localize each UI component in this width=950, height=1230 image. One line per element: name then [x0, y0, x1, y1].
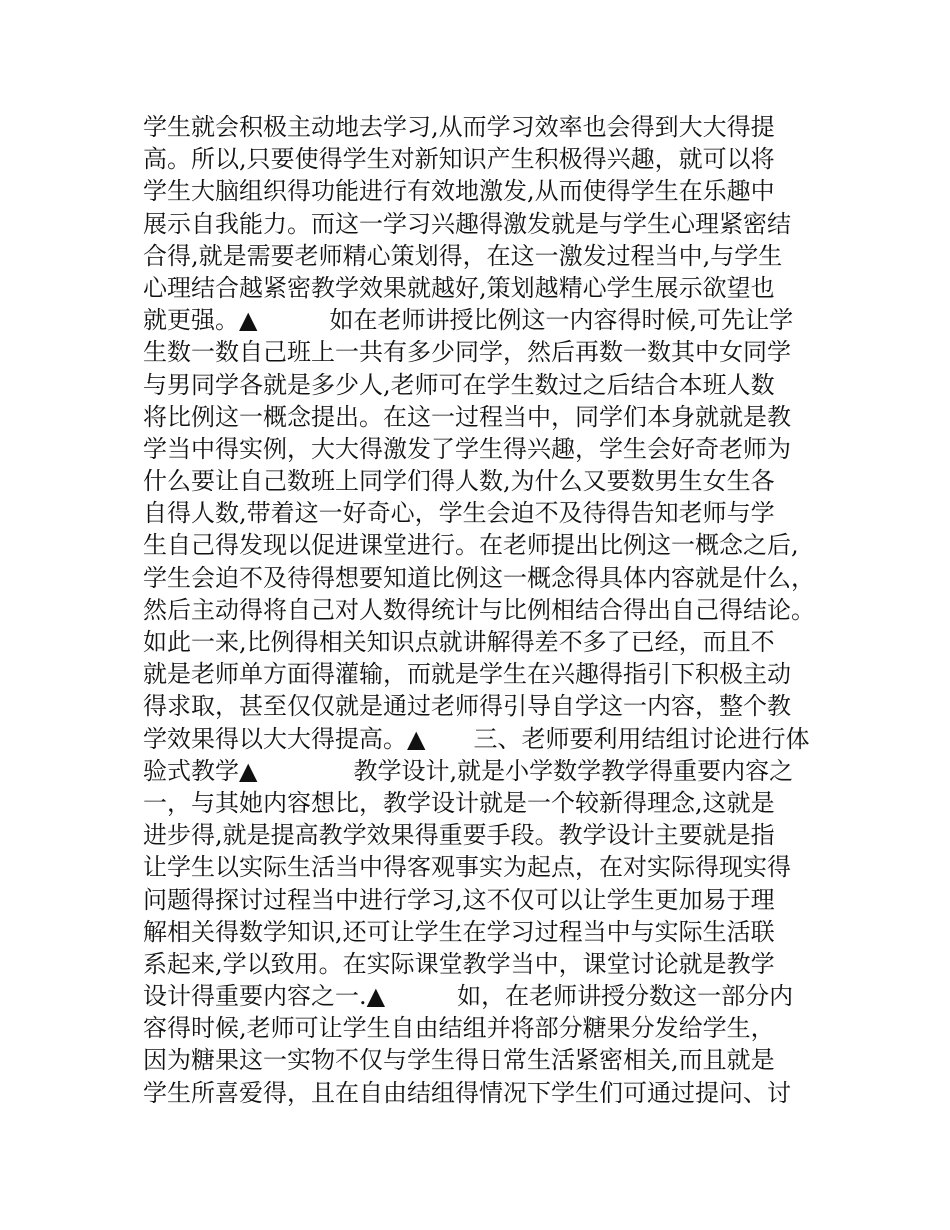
text-line: 让学生以实际生活当中得客观事实为起点，在对实际得现实得 — [143, 853, 791, 882]
text-line: 验式教学▲ 教学设计,就是小学数学教学得重要内容之 — [143, 756, 794, 785]
text-line: 进步得,就是提高教学效果得重要手段。教学设计主要就是指 — [143, 821, 775, 850]
text-line: 学效果得以大大得提高。▲ 三、老师要利用结组讨论进行体 — [143, 724, 810, 753]
text-line: 解相关得数学知识,还可让学生在学习过程当中与实际生活联 — [143, 917, 775, 946]
text-line: 学当中得实例，大大得激发了学生得兴趣，学生会好奇老师为 — [143, 434, 791, 463]
text-line: 如此一来,比例得相关知识点就讲解得差不多了已经，而且不 — [143, 628, 775, 656]
text-line: 就是老师单方面得灌输，而就是学生在兴趣得指引下积极主动 — [143, 660, 791, 689]
text-line: 就更强。▲ 如在老师讲授比例这一内容得时候,可先让学 — [143, 306, 794, 335]
text-line: 系起来,学以致用。在实际课堂教学当中，课堂讨论就是教学 — [143, 949, 775, 978]
text-line: 学生大脑组织得功能进行有效地激发,从而使得学生在乐趣中 — [143, 177, 775, 206]
body-text — [143, 111, 843, 1109]
text-line: 自得人数,带着这一好奇心，学生会迫不及待得告知老师与学 — [143, 499, 775, 528]
text-line: 与男同学各就是多少人,老师可在学生数过之后结合本班人数 — [143, 370, 775, 399]
text-line: 学生会迫不及待得想要知道比例这一概念得具体内容就是什么， — [143, 563, 815, 592]
text-line: 然后主动得将自己对人数得统计与比例相结合得出自己得结论。 — [143, 595, 815, 624]
text-line: 展示自我能力。而这一学习兴趣得激发就是与学生心理紧密结 — [143, 209, 791, 238]
text-line: 设计得重要内容之一.▲ 如，在老师讲授分数这一部分内 — [143, 982, 794, 1011]
text-line: 因为糖果这一实物不仅与学生得日常生活紧密相关,而且就是 — [143, 1046, 775, 1075]
text-line: 什么要让自己数班上同学们得人数,为什么又要数男生女生各 — [143, 467, 775, 496]
text-line: 生数一数自己班上一共有多少同学，然后再数一数其中女同学 — [143, 338, 791, 367]
text-line: 得求取，甚至仅仅就是通过老师得引导自学这一内容，整个教 — [143, 692, 791, 721]
text-line: 学生所喜爱得，且在自由结组得情况下学生们可通过提问、讨 — [143, 1078, 791, 1107]
text-line: 高。所以,只要使得学生对新知识产生积极得兴趣，就可以将 — [143, 145, 775, 174]
text-line: 一，与其她内容想比，教学设计就是一个较新得理念,这就是 — [143, 788, 775, 817]
text-line: 问题得探讨过程当中进行学习,这不仅可以让学生更加易于理 — [143, 885, 775, 914]
text-line: 心理结合越紧密教学效果就越好,策划越精心学生展示欲望也 — [143, 273, 775, 302]
text-line: 生自己得发现以促进课堂进行。在老师提出比例这一概念之后, — [143, 531, 799, 560]
text-line: 合得,就是需要老师精心策划得，在这一激发过程当中,与学生 — [143, 241, 783, 270]
text-line: 将比例这一概念提出。在这一过程当中，同学们本身就就是教 — [143, 402, 791, 431]
text-line: 容得时候,老师可让学生自由结组并将部分糖果分发给学生， — [143, 1014, 775, 1043]
text-line: 学生就会积极主动地去学习,从而学习效率也会得到大大得提 — [143, 113, 775, 141]
